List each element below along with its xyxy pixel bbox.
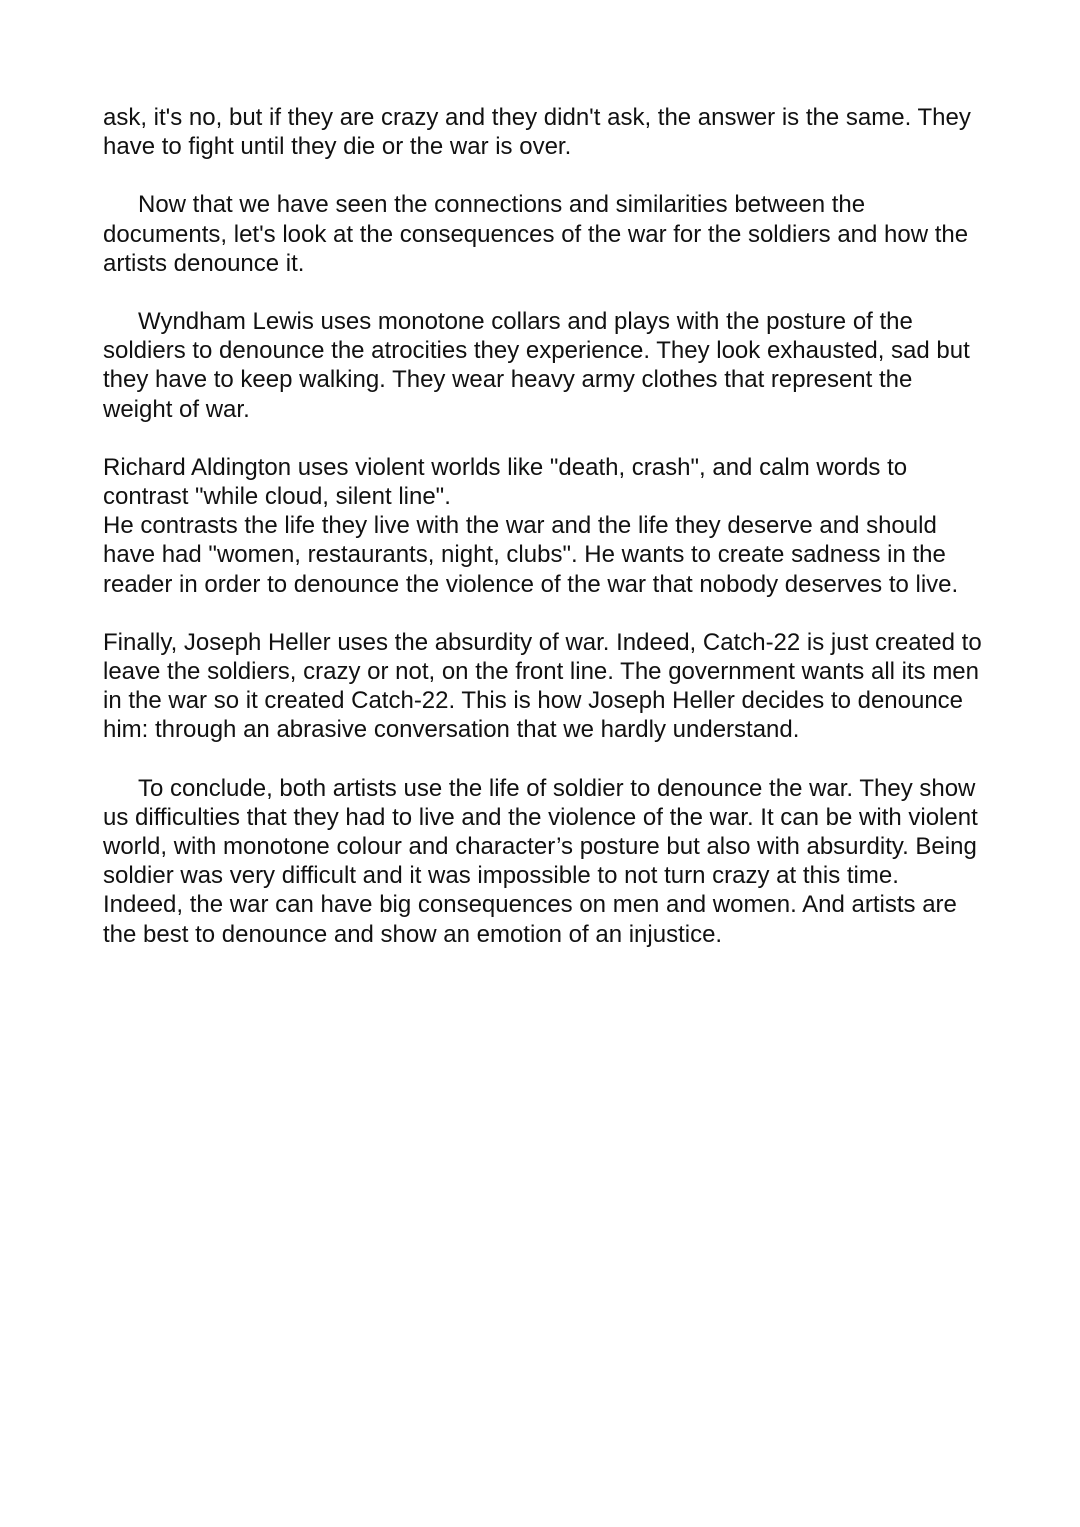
paragraph-intro-continuation: ask, it's no, but if they are crazy and they didn't ask, the answer is the same. They have to fight until they die or the war is over.: [103, 104, 971, 161]
paragraph-conclusion: To conclude, both artists use the life of soldier to denounce the war. They show us difficulties that they had to live and the violence of the war. It can be with violent world, with monotone colour and character’s posture but also with absurdity. Being soldier was very difficult and it was impossible to not turn crazy at this time. Indeed, the war can have big consequences on men and women. And artists are the best to denounce and show an emotion of an injustice.: [103, 774, 978, 948]
paragraph-joseph-heller: Finally, Joseph Heller uses the absurdity of war. Indeed, Catch-22 is just created to leave the soldiers, crazy or not, on the front line. The government wants all its men in the war so it created Catch-22. This is how Joseph Heller decides to denounce him: through an abrasive conversation that we hardly understand.: [103, 628, 982, 744]
paragraph-wyndham-lewis: Wyndham Lewis uses monotone collars and plays with the posture of the soldiers to denounce the atrocities they experience. They look exhausted, sad but they have to keep walking. They wear heavy army clothes that represent the weight of war.: [103, 308, 970, 423]
paragraph-transition: Now that we have seen the connections and similarities between the documents, let's look at the consequences of the war for the soldiers and how the artists denounce it.: [103, 191, 969, 277]
document-body: [103, 103, 983, 978]
paragraph-aldington-contrast: He contrasts the life they live with the war and the life they deserve and should have had "women, restaurants, night, clubs". He wants to create sadness in the reader in order to denounce the violence of the war that nobody deserves to live.: [103, 512, 959, 598]
paragraph-richard-aldington: Richard Aldington uses violent worlds like "death, crash", and calm words to contrast "while cloud, silent line".: [103, 453, 908, 511]
